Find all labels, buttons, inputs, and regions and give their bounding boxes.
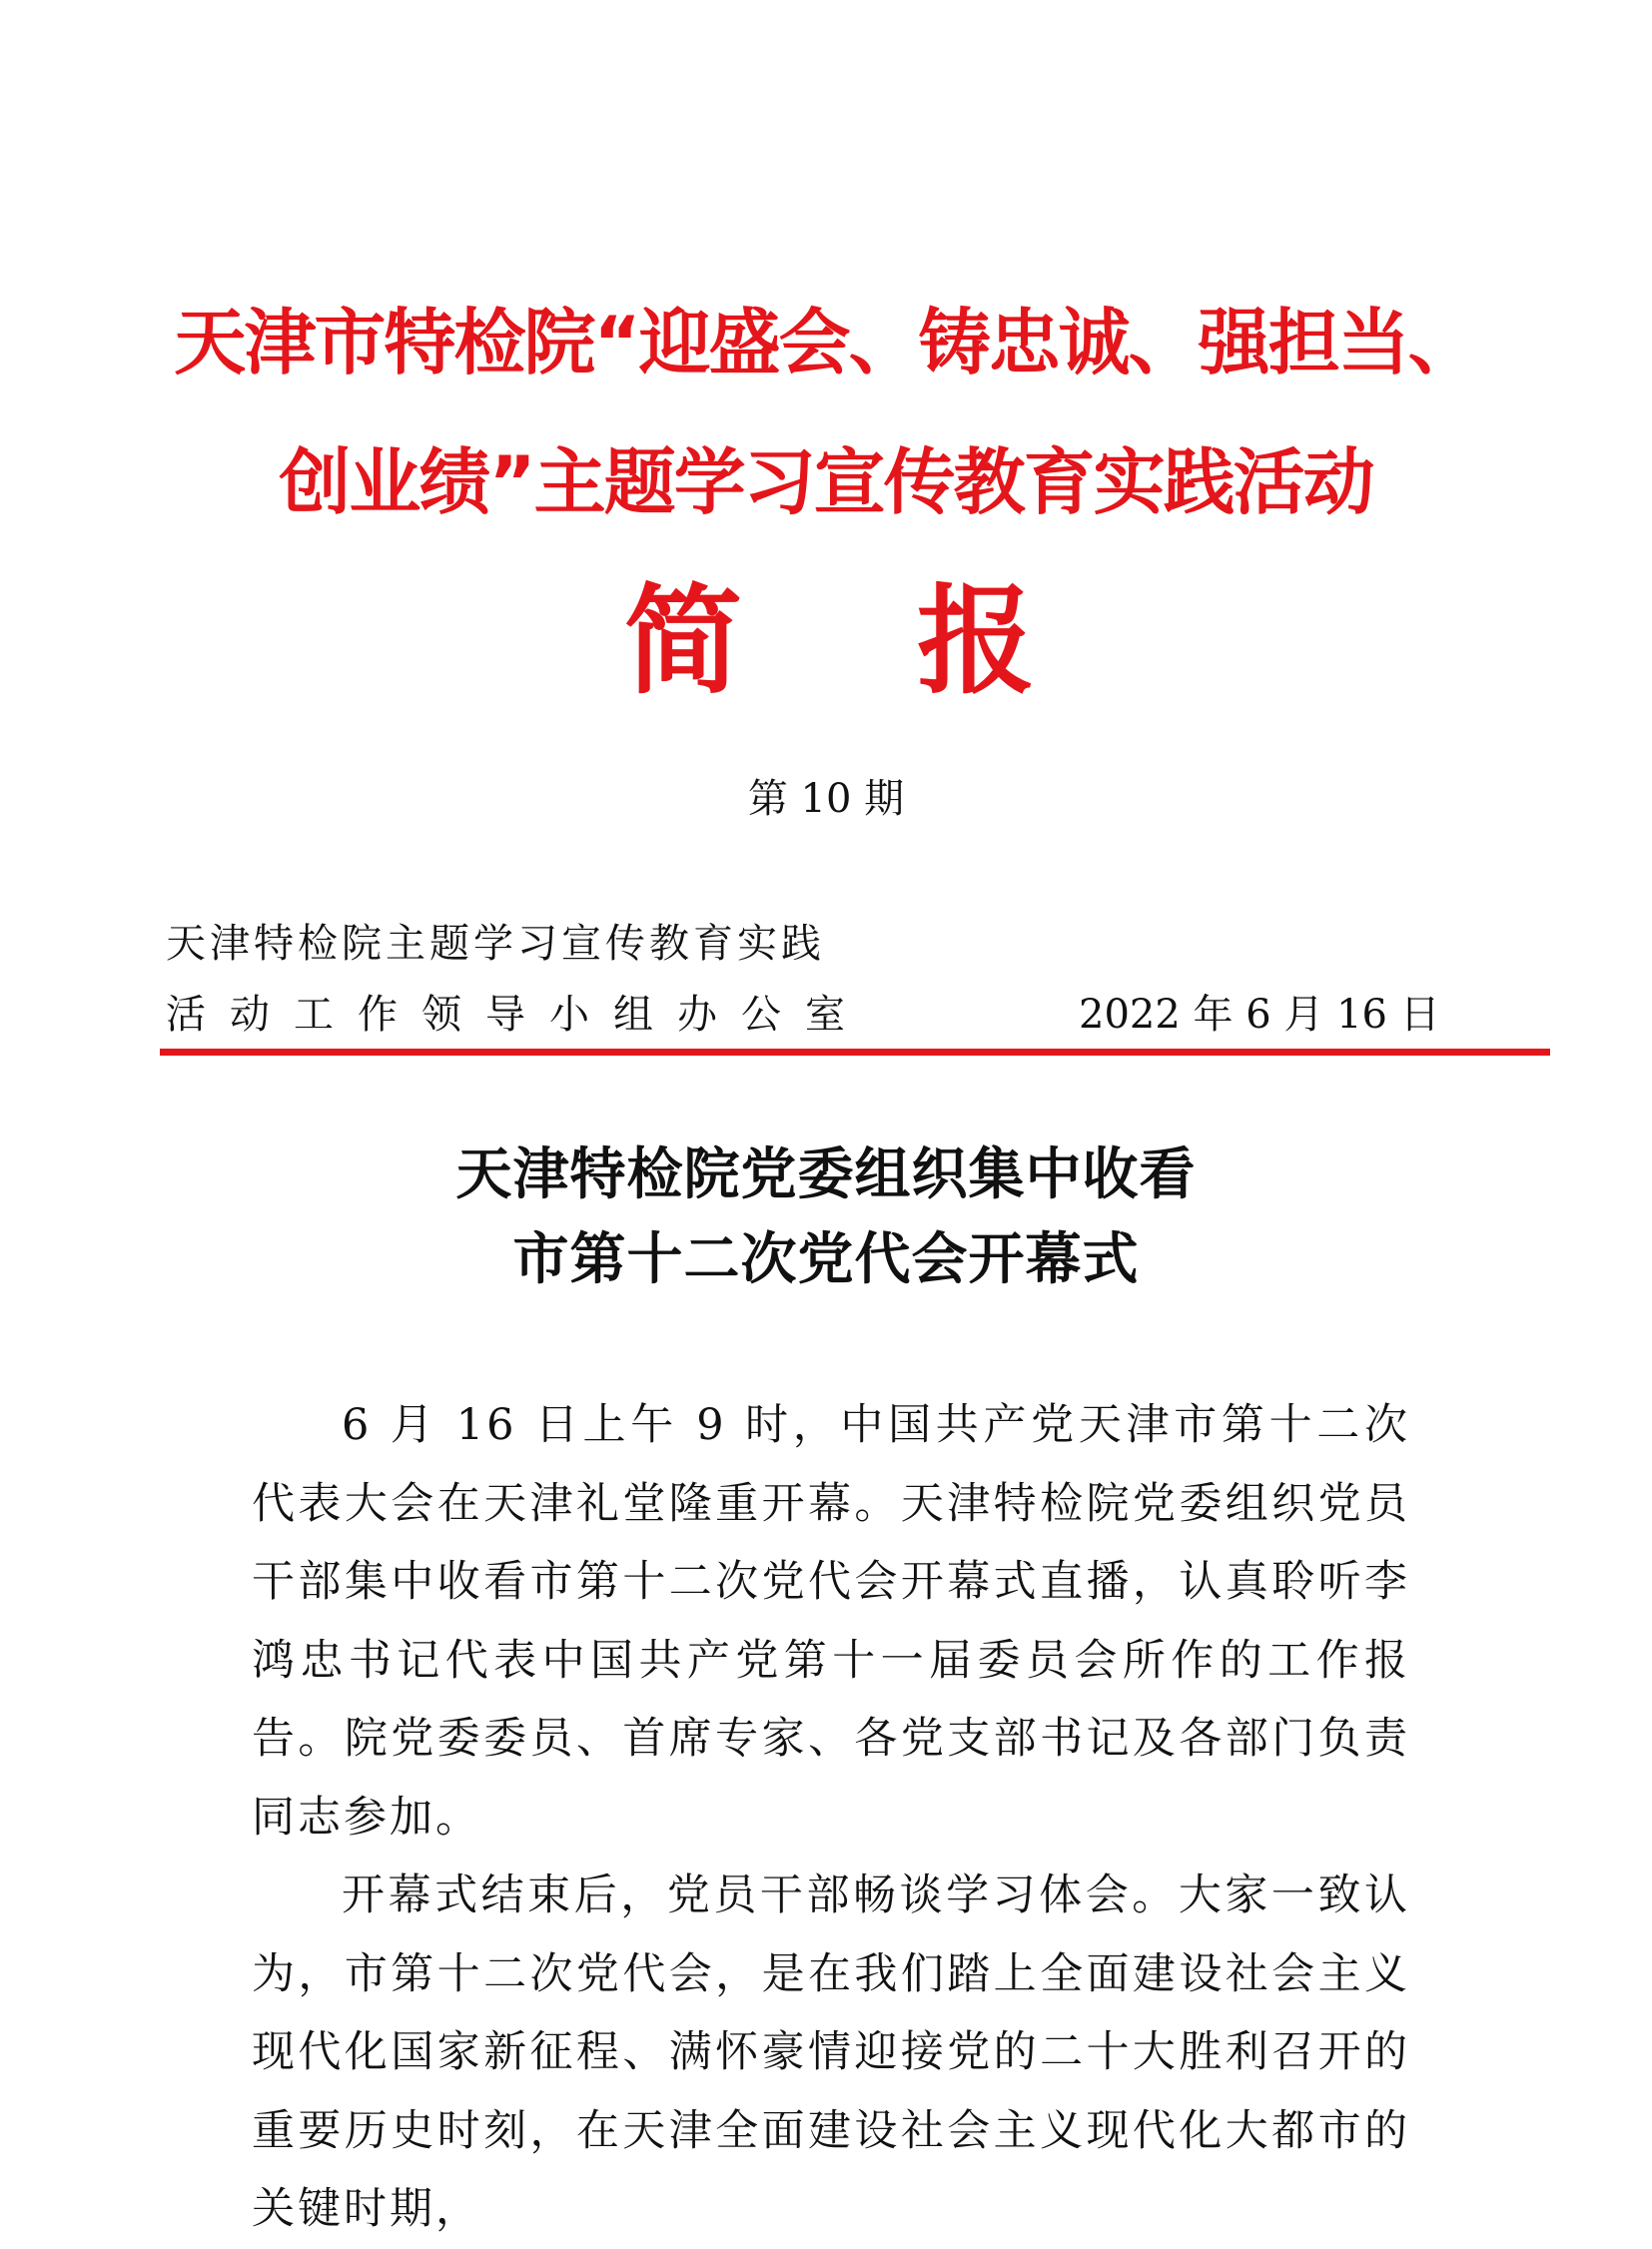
article-title-line-2: 市第十二次党代会开幕式 [512,1227,1140,1292]
bulletin-title [0,571,1652,711]
bulletin-title-char-2: 报 [917,572,1036,710]
bulletin-title-char-1: 简 [624,572,743,710]
issue-date: 2022 年 6 月 16 日 [1079,992,1440,1038]
masthead-title-line-1: 天津市特检院“迎盛会、铸忠诚、强担当、 [174,301,1478,384]
issue-number: 第 10 期 [747,776,905,822]
article-paragraph: 6 月 16 日上午 9 时，中国共产党天津市第十二次代表大会在天津礼堂隆重开幕。天津特检院党委组织党员干部集中收看市第十二次党代会开幕式直播，认真聆听李鸿忠书记代表中国共产党第十一届委员会所作的工作报告。院党委委员、首席专家、各党支部书记及各部门负责同志参加。 [252,1400,1410,1843]
masthead-title-line-2: 创业绩”主题学习宣传教育实践活动 [279,440,1373,524]
article-title-line-1: 天津特检院党委组织集中收看 [455,1142,1197,1207]
issuer-line-1: 天津特检院主题学习宣传教育实践 [166,921,825,967]
issuer-line-2: 活动工作领导小组办公室 [166,992,869,1038]
article-paragraph: 开幕式结束后，党员干部畅谈学习体会。大家一致认为，市第十二次党代会，是在我们踏上全面建设社会主义现代化国家新征程、满怀豪情迎接党的二十大胜利召开的重要历史时刻，在天津全面建设社会主义现代化大都市的关键时期， [252,1871,1410,2234]
red-divider-rule [160,1049,1550,1056]
article-body [252,1386,1410,2249]
